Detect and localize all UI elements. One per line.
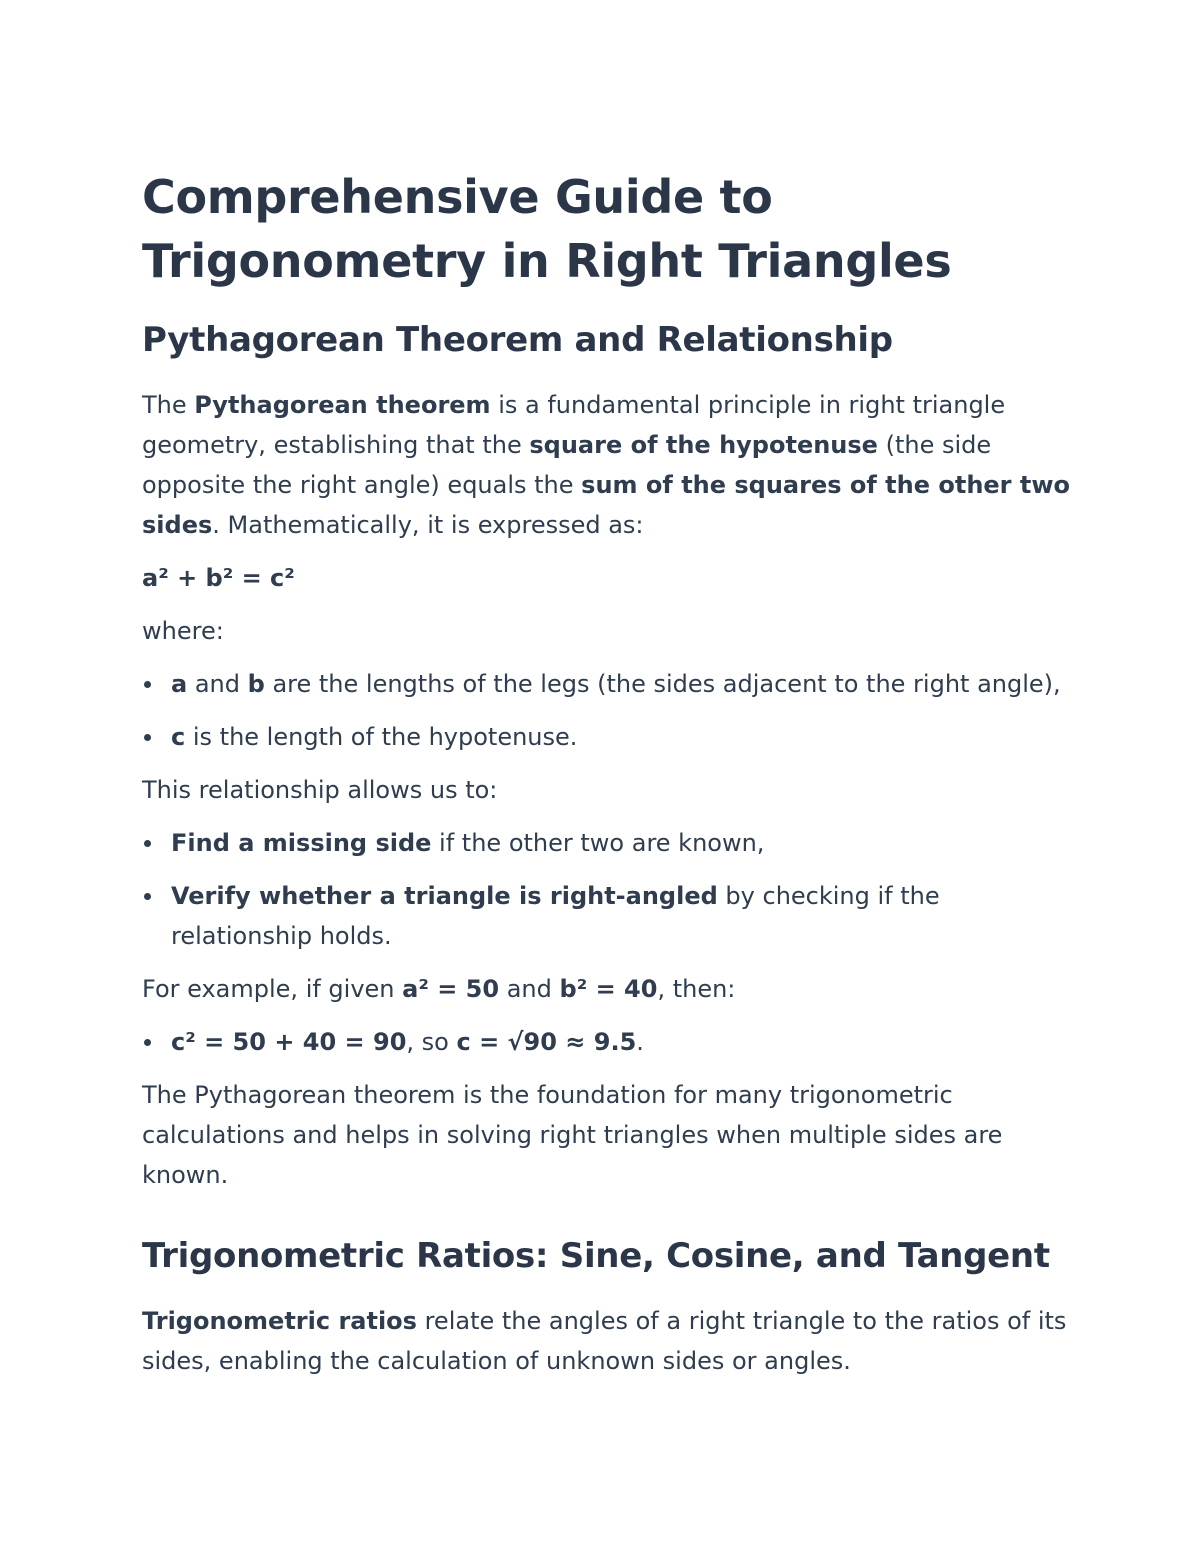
text-run: is the length of the hypotenuse. (185, 723, 578, 751)
pythagorean-intro-paragraph (142, 385, 1072, 545)
text-run: (the side opposite the right angle) equals the (142, 431, 992, 499)
text-run: are the lengths of the legs (the sides adjacent to the right angle), (264, 670, 1061, 698)
uses-list (142, 823, 1072, 956)
list-item (142, 1022, 1072, 1062)
bold-term: Verify whether a triangle is right-angled (171, 882, 718, 910)
list-item (142, 876, 1072, 956)
bold-term: Pythagorean theorem (194, 391, 491, 419)
pythagorean-formula (142, 558, 1072, 598)
bold-term: c = √90 ≈ 9.5 (456, 1028, 637, 1056)
definitions-list (142, 664, 1072, 757)
text-run: and (187, 670, 248, 698)
list-item (142, 823, 1072, 863)
text-run: and (499, 975, 560, 1003)
bold-term: a (171, 670, 188, 698)
list-item (142, 664, 1072, 704)
bold-term: b² = 40 (559, 975, 658, 1003)
text-run: is a fundamental principle in right triangle geometry, establishing that the (142, 391, 1006, 459)
text-run: if the other two are known, (431, 829, 765, 857)
text-run: The (142, 391, 195, 419)
bold-term: c (171, 723, 186, 751)
bold-term: Find a missing side (171, 829, 432, 857)
document-title: Comprehensive Guide to Trigonometry in Right Triangles (142, 170, 952, 288)
example-result-list (142, 1022, 1072, 1062)
text-run: For example, if given (142, 975, 403, 1003)
trig-ratios-intro-paragraph (142, 1301, 1072, 1381)
text-run: . (636, 1028, 644, 1056)
bold-term: c² = 50 + 40 = 90 (171, 1028, 407, 1056)
text-run: . Mathematically, it is expressed as: (212, 511, 644, 539)
section-heading-pythagorean: Pythagorean Theorem and Relationship (142, 320, 893, 360)
section-heading-trig-ratios: Trigonometric Ratios: Sine, Cosine, and Tangent (142, 1236, 1050, 1276)
text-run: , then: (657, 975, 736, 1003)
bold-term: Trigonometric ratios (142, 1307, 417, 1335)
list-item (142, 717, 1072, 757)
text-run: , so (406, 1028, 457, 1056)
bold-term: sum of the squares of the other two sides (142, 471, 1071, 539)
bold-term: b (247, 670, 265, 698)
text-run: relate the angles of a right triangle to the ratios of its sides, enabling the calculation of unknown sides or angles. (142, 1307, 1067, 1375)
where-label: where: (142, 617, 224, 645)
allows-paragraph: This relationship allows us to: (142, 776, 498, 804)
text-run: by checking if the relationship holds. (171, 882, 940, 950)
conclusion-paragraph: The Pythagorean theorem is the foundation for many trigonometric calculations and helps in solving right triangles when multiple sides are known. (142, 1081, 1003, 1189)
formula-text: a² + b² = c² (142, 564, 295, 592)
document-page (142, 165, 1072, 1381)
bold-term: a² = 50 (402, 975, 500, 1003)
example-paragraph (142, 969, 1072, 1009)
bold-term: square of the hypotenuse (529, 431, 878, 459)
